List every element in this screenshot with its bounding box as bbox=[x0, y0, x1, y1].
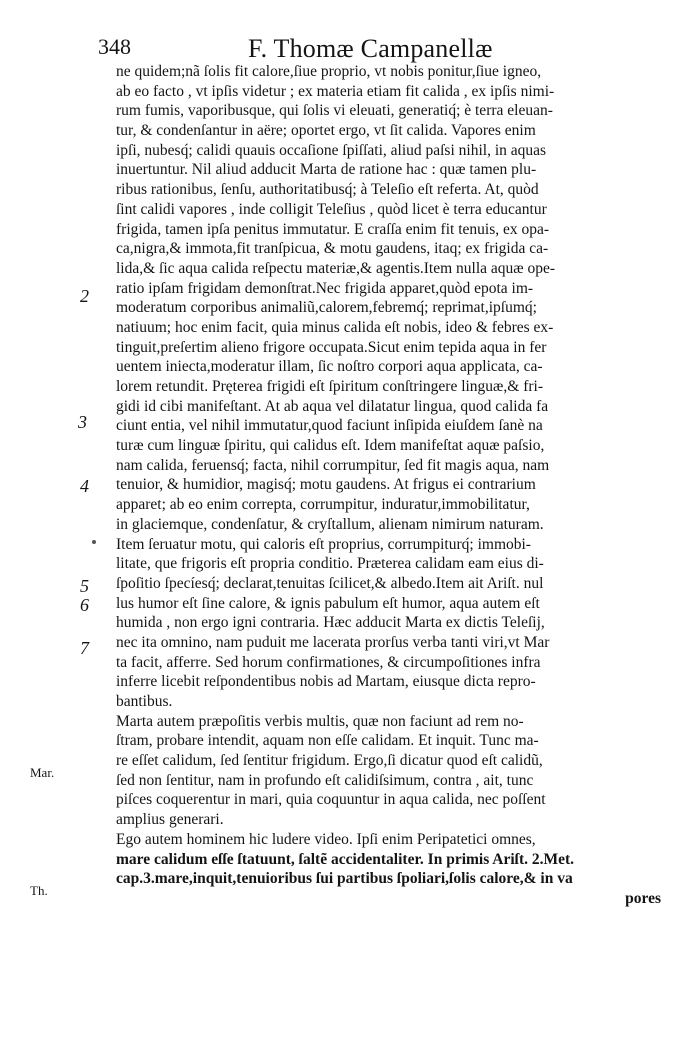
text-line: ciunt entia, vel nihil immutatur,quod faciunt inſipida eiuſdem ſanè na bbox=[116, 417, 543, 435]
text-line: ab eo facto , vt ipſis videtur ; ex materia etiam fit calida , ex ipſis nimi- bbox=[116, 82, 555, 100]
text-line: inferre licebit reſpondentibus nobis ad Martam, eiusque dicta repro- bbox=[116, 673, 536, 691]
catchword: pores bbox=[625, 889, 661, 907]
text-line: lus humor eſt ſine calore, & ignis pabulum eſt humor, aqua autem eſt bbox=[116, 594, 540, 612]
text-line: ca,nigra,& immota,fit tranſpicua, & motu gaudens, itaq; ex frigida ca- bbox=[116, 240, 549, 258]
text-line: ſed non ſentitur, nam in profundo eſt calidiſsimum, contra , ait, tunc bbox=[116, 771, 534, 789]
text-line: bantibus. bbox=[116, 693, 173, 710]
text-line: inuertuntur. Nil aliud adducit Marta de ratione hac : quæ tamen plu- bbox=[116, 161, 537, 179]
text-line: re eſſet calidum, ſed ſentitur frigidum. Ergo,ſi dicatur quod eſt calidũ, bbox=[116, 752, 543, 770]
margin-note-4: 4 bbox=[80, 476, 89, 496]
margin-marker-dot bbox=[92, 540, 96, 544]
text-line: piſces coquerentur in mari, quia coquuntur in aqua calida, nec poſſent bbox=[116, 791, 546, 809]
text-line: turæ cum linguæ ſpiritu, qui calidus eſt. Idem manifeſtat aquæ paſsio, bbox=[116, 437, 545, 455]
text-line: frigida, tamen ipſa penitus immutatur. E craſſa enim fit tenuis, ex opa- bbox=[116, 220, 550, 238]
text-line: lorem retundit. Pręterea frigidi eſt ſpiritum conſtringere linguæ,& fri- bbox=[116, 378, 543, 395]
text-line: tinguit,preſertim alieno frigore occupata.Sicut enim tepida aqua in fer bbox=[116, 338, 547, 356]
text-line: ta facit, afferre. Sed horum confirmationes, & circumpoſitiones infra bbox=[116, 653, 541, 671]
text-line: nam calida, feruensq́; facta, nihil corrumpitur, ſed fit magis aqua, nam bbox=[116, 456, 550, 474]
text-line: mare calidum eſſe ſtatuunt, ſaltẽ accidentaliter. In primis Ariſt. 2.Met. bbox=[116, 850, 575, 868]
margin-note-6: 6 bbox=[80, 595, 89, 615]
text-line: cap.3.mare,inquit,tenuioribus ſui partibus ſpoliari,ſolis calore,& in va bbox=[116, 870, 573, 888]
text-line: ribus rationibus, ſenſu, authoritatibusq́; à Teleſio eſt referta. At, quòd bbox=[116, 181, 539, 199]
margin-note-2: 2 bbox=[80, 286, 89, 306]
text-line: ratio ipſam frigidam demonſtrat.Nec frigida apparet,quòd epota im- bbox=[116, 279, 534, 297]
text-line: ſpoſitio ſpecíesq́; declarat,tenuitas ſcilicet,& albedo.Item ait Ariſt. nul bbox=[116, 574, 544, 592]
text-line: ipſi, nubesq́; calidi quauis occaſione ſpiſſati, aliud paſsi nihil, in aquas bbox=[116, 141, 547, 159]
text-line: ſint calidi vapores , inde colligit Teleſius , quòd licet è terra educantur bbox=[116, 200, 547, 218]
text-line: natiuum; hoc enim facit, quia minus calida eſt nobis, ideo & febres ex- bbox=[116, 318, 554, 336]
text-line: tenuior, & humidior, magisq́; motu gaudens. At frigus ei contrarium bbox=[116, 476, 536, 494]
text-line: apparet; ab eo enim correpta, corrumpitur, induratur,immobilitatur, bbox=[116, 496, 530, 514]
text-line: rum fumis, vaporibusque, qui ſolis vi eleuati, generatiq́; è terra eleuan- bbox=[116, 102, 553, 120]
margin-note-th: Th. bbox=[30, 883, 48, 898]
text-line: lida,& ſic aqua calida reſpectu materiæ,& agentis.Item nulla aquæ ope- bbox=[116, 259, 556, 277]
running-head: F. Thomæ Campanellæ bbox=[248, 34, 493, 63]
text-line: gidi id cibi manifeſtant. At ab aqua vel dilatatur lingua, quod calida fa bbox=[116, 397, 549, 415]
text-line: ſtram, probare intendit, aquam non eſſe calidam. Et inquit. Tunc ma- bbox=[116, 732, 539, 750]
margin-note-7: 7 bbox=[80, 638, 89, 658]
text-line: ne quidem;nã ſolis fit calore,ſiue proprio, vt nobis ponitur,ſiue igneo, bbox=[116, 63, 542, 80]
text-line: Ego autem hominem hic ludere video. Ipſi enim Peripatetici omnes, bbox=[116, 830, 536, 848]
text-line: amplius generari. bbox=[116, 811, 224, 829]
page-number: 348 bbox=[98, 34, 131, 59]
text-line: humida , non ergo igni contraria. Hæc adducit Marta ex dictis Teleſij, bbox=[116, 614, 545, 632]
text-line: in glaciemque, condenſatur, & cryſtallum, alienam nimirum naturam. bbox=[116, 515, 544, 533]
margin-note-5: 5 bbox=[80, 576, 89, 596]
text-line: moderatum corporibus animaliũ,calorem,febremq́; reprimat,ipſumq́; bbox=[116, 299, 537, 317]
margin-note-3: 3 bbox=[78, 412, 87, 432]
text-line: litate, que frigoris eſt propria conditio. Præterea calidam eam eius di- bbox=[116, 555, 544, 573]
margin-note-mar: Mar. bbox=[30, 765, 55, 780]
text-line: Item ſeruatur motu, qui caloris eſt proprius, corrumpiturq́; immobi- bbox=[116, 535, 531, 553]
body-text bbox=[116, 62, 661, 909]
text-line: Marta autem præpoſitis verbis multis, quæ non faciunt ad rem no- bbox=[116, 712, 524, 730]
text-line: nec ita omnino, nam puduit me lacerata prorſus verba tanti viri,vt Mar bbox=[116, 633, 550, 651]
page-header bbox=[98, 34, 568, 64]
text-line: tur, & condenſantur in aëre; oportet ergo, vt ſit calida. Vapores enim bbox=[116, 122, 536, 140]
text-line: uentem iniecta,moderatur illam, ſic noſtro corpori aqua applicata, ca- bbox=[116, 358, 543, 376]
